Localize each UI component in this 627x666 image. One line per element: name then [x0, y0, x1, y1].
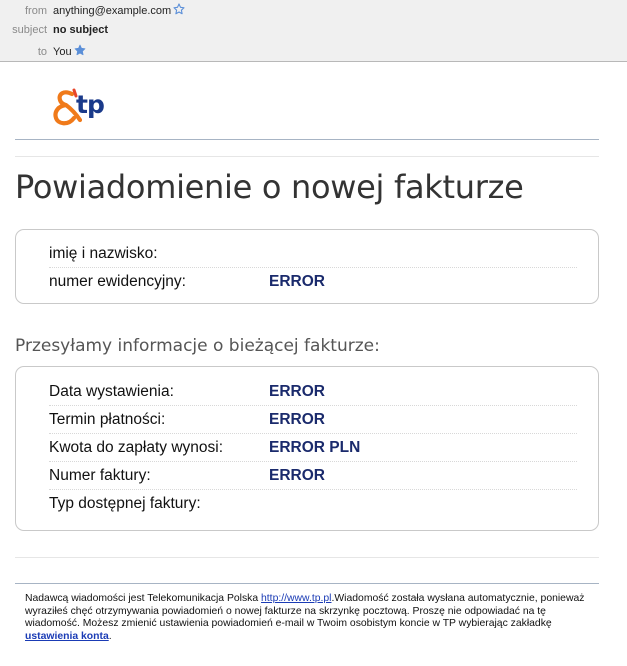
divider-light: [15, 156, 599, 157]
amount-label: Kwota do zapłaty wynosi:: [49, 439, 224, 456]
invoice-number-label: Numer faktury:: [49, 467, 151, 484]
from-label: from: [25, 5, 47, 17]
to-value[interactable]: [53, 43, 86, 61]
tp-logo: [52, 86, 122, 130]
footer-text-1: Nadawcą wiadomości jest Telekomunikacja Polska: [25, 593, 262, 604]
due-date-value: ERROR: [269, 411, 325, 428]
invoice-info-box: [15, 366, 599, 531]
mail-header: [0, 0, 627, 62]
star-icon[interactable]: [74, 44, 86, 56]
invoice-row-number: [49, 462, 577, 490]
invoice-number-value: ERROR: [269, 467, 325, 484]
page-title: Powiadomienie o nowej fakturze: [15, 168, 524, 206]
to-row: [0, 43, 627, 61]
from-row: [0, 2, 627, 20]
invoice-section-title: Przesyłamy informacje o bieżącej fakturze:: [15, 336, 380, 356]
due-date-label: Termin płatności:: [49, 411, 166, 428]
star-icon[interactable]: [173, 3, 185, 15]
client-name-label: imię i nazwisko:: [49, 245, 158, 262]
client-name-row: [49, 240, 577, 268]
divider-blue-bottom: [15, 583, 599, 584]
from-address[interactable]: anything@example.com: [53, 5, 172, 17]
amount-value: ERROR PLN: [269, 439, 361, 456]
invoice-type-label: Typ dostępnej faktury:: [49, 495, 201, 512]
subject-label: subject: [12, 24, 47, 36]
invoice-row-amount: [49, 434, 577, 462]
to-label: to: [37, 46, 47, 58]
divider-light-bottom: [15, 557, 599, 558]
issue-date-label: Data wystawienia:: [49, 383, 174, 400]
client-id-row: [49, 268, 577, 296]
footer-text-2: .Wiadomość została wysłana automatycznie, ponieważ wyraziłeś chęć otrzymywania powiadomień o nowej fakturze na skrzynkę pocztową. Proszę nie odpowiadać na tę wiadomość. Możesz zmienić ustawienia powiadomień e-mail w Twoim osobistym koncie w TP wybierając zakładkę: [25, 593, 585, 629]
divider-blue: [15, 139, 599, 140]
subject-row: [0, 21, 627, 39]
subject-value: no subject: [53, 24, 109, 36]
to-recipient[interactable]: You: [53, 46, 72, 58]
tp-site-link[interactable]: http://www.tp.pl: [261, 593, 332, 604]
invoice-row-issue-date: [49, 378, 577, 406]
client-info-box: [15, 229, 599, 304]
issue-date-value: ERROR: [269, 383, 325, 400]
footer-note: [25, 593, 585, 643]
invoice-row-type: [49, 490, 577, 518]
invoice-row-due-date: [49, 406, 577, 434]
client-id-value: ERROR: [269, 273, 325, 290]
footer-text-3: .: [108, 630, 112, 642]
client-id-label: numer ewidencyjny:: [49, 273, 186, 290]
account-settings-link[interactable]: ustawienia konta: [25, 630, 109, 642]
from-value[interactable]: [53, 2, 185, 20]
logo-text: tp: [76, 90, 104, 119]
